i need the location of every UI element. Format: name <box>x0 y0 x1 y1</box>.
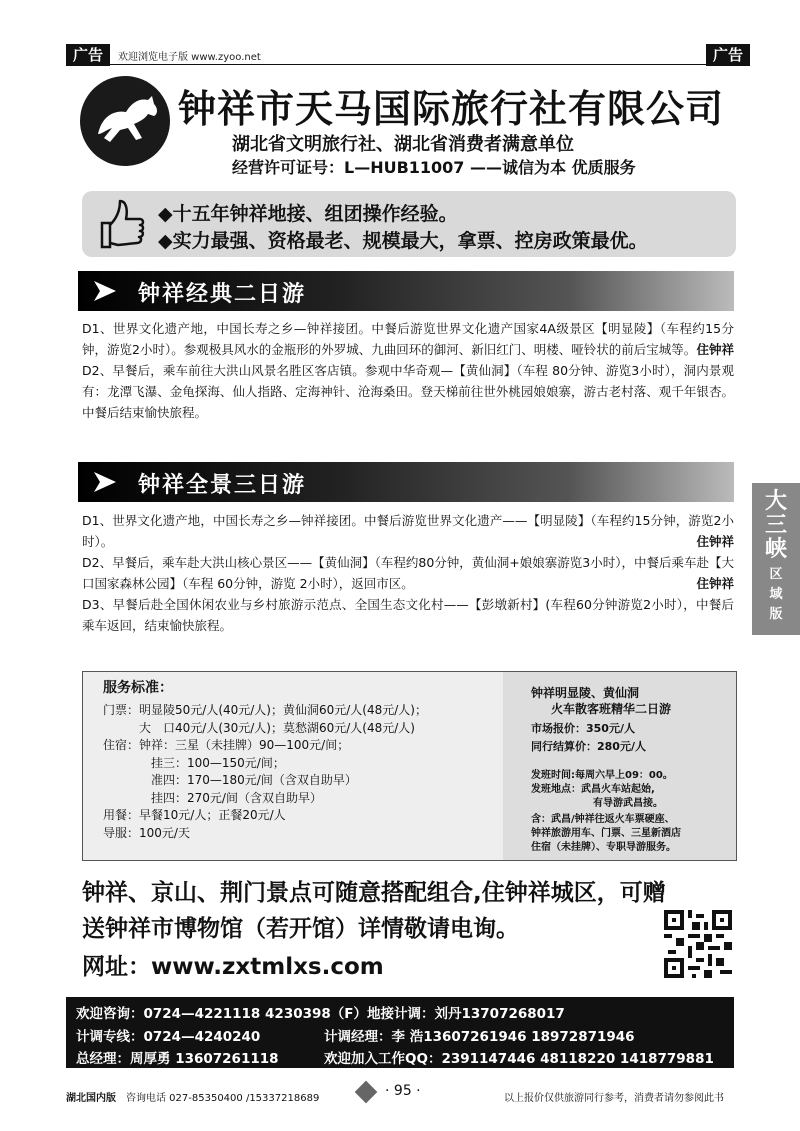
footer-phone: 咨询电话 027-85350400 /15337218689 <box>126 1093 320 1104</box>
package-title-2: 火车散客班精华二日游 <box>551 702 672 716</box>
tour2-day1-stay: 住钟祥 <box>696 534 734 549</box>
market-price: 市场报价：350元/人 <box>531 722 635 735</box>
dispatch-line: 计调专线：0724—4240240 <box>76 1029 261 1045</box>
website-link[interactable]: 网址：www.zxtmlxs.com <box>82 954 384 980</box>
arrow-right-icon <box>92 470 118 494</box>
service-standards-box <box>82 671 737 861</box>
tour1-day2: D2、早餐后，乘车前往大洪山风景名胜区客店镇。参观中华奇观—【黄仙洞】（车程 80分钟、游览3小时），洞内景观有：龙潭飞瀑、金龟探海、仙人指路、定海神针、沧海桑田。登天梯前往世外桃园娘娘寨，游古老村落、观千年银杏。中餐后结束愉快旅程。 <box>82 363 734 420</box>
service-line-5: 准四：170—180元/间（含双自助早） <box>103 773 357 787</box>
license-number: 经营许可证号：L—HUB11007 ——诚信为本 优质服务 <box>232 158 636 177</box>
features-box <box>82 191 736 257</box>
package-title-1: 钟祥明显陵、黄仙洞 <box>531 686 640 700</box>
tour2-day3: D3、早餐后赴全国休闲农业与乡村旅游示范点、全国生态文化村——【彭墩新村】(车程60分钟游览2小时），中餐后乘车返回，结束愉快旅程。 <box>82 597 734 633</box>
thumbs-up-icon <box>96 197 146 251</box>
work-qq: 欢迎加入工作QQ：2391147446 48118220 1418779881 <box>324 1051 714 1067</box>
service-line-7: 用餐：早餐10元/人；正餐20元/人 <box>103 808 286 822</box>
tour2-banner <box>78 462 734 502</box>
includes-3: 住宿（未挂牌）、专职导游服务。 <box>531 842 676 853</box>
train-package-panel <box>503 672 736 860</box>
includes-2: 钟祥旅游用车、门票、三星新酒店 <box>531 828 681 839</box>
tour2-title: 钟祥全景三日游 <box>138 473 307 498</box>
contact-line-1: 欢迎咨询：0724—4221118 4230398（F）地接计调：刘丹13707268017 <box>76 1006 565 1022</box>
tour1-title: 钟祥经典二日游 <box>138 282 307 307</box>
side-sub-3: 版 <box>769 607 783 622</box>
tour1-day1-stay: 住钟祥 <box>696 342 734 357</box>
service-left-panel <box>83 672 501 860</box>
side-sub-2: 域 <box>769 587 783 602</box>
tour2-day2-stay: 住钟祥 <box>696 576 734 591</box>
service-line-3: 住宿：钟祥：三星（未挂牌）90—100元/间； <box>103 738 350 752</box>
promo-line-1: 钟祥、京山、荆门景点可随意搭配组合,住钟祥城区，可赠 <box>82 880 666 906</box>
tour1-day1: D1、世界文化遗产地，中国长寿之乡—钟祥接团。中餐后游览世界文化遗产国家4A级景区【明显陵】（车程约15分钟，游览2小时）。参观极具风水的金瓶形的外罗城、九曲回环的御河、新旧红门、明楼、哑铃状的前后宝城等。 <box>82 321 734 357</box>
depart-guide: 有导游武昌接。 <box>593 798 663 809</box>
side-title-3: 峡 <box>764 536 787 562</box>
tour2-day1: D1、世界文化遗产地，中国长寿之乡—钟祥接团。中餐后游览世界文化遗产——【明显陵】（车程约15分钟，游览2小时）。 <box>82 513 734 549</box>
page-diamond-icon <box>355 1081 378 1104</box>
side-sub-1: 区 <box>769 567 783 582</box>
contact-bar <box>66 997 734 1068</box>
service-line-2: 大 口40元/人(30元/人)；莫愁湖60元/人(48元/人) <box>103 720 415 735</box>
depart-time: 发班时间:每周六早上09：00。 <box>531 770 673 781</box>
general-manager: 总经理：周厚勇 13607261118 <box>76 1051 279 1067</box>
ad-label-right: 广告 <box>706 44 750 66</box>
feature-item-2: ◆实力最强、资格最老、规模最大，拿票、控房政策最优。 <box>158 230 648 252</box>
qr-code-icon <box>664 910 732 978</box>
service-line-8: 导服：100元/天 <box>103 825 190 840</box>
includes-1: 含：武昌/钟祥往返火车票硬座、 <box>531 814 675 825</box>
company-subtitle: 湖北省文明旅行社、湖北省消费者满意单位 <box>232 134 574 155</box>
tour1-banner <box>78 271 734 311</box>
service-line-1: 门票：明显陵50元/人(40元/人)；黄仙洞60元/人(48元/人)； <box>103 703 427 717</box>
tour1-itinerary <box>82 318 734 423</box>
ad-label-left: 广告 <box>66 44 110 66</box>
header-rule <box>66 64 734 65</box>
arrow-right-icon <box>92 279 118 303</box>
footer-edition: 湖北国内版 <box>66 1093 116 1104</box>
horse-logo-icon <box>80 76 170 166</box>
promo-line-2: 送钟祥市博物馆（若开馆）详情敬请电询。 <box>82 916 519 942</box>
feature-item-1: ◆十五年钟祥地接、组团操作经验。 <box>158 203 458 225</box>
dispatch-manager: 计调经理：李 浩13607261946 18972871946 <box>324 1029 635 1045</box>
service-title: 服务标准： <box>103 680 173 696</box>
side-title-2: 三 <box>764 512 787 538</box>
company-name: 钟祥市天马国际旅行社有限公司 <box>178 87 725 131</box>
trade-price: 同行结算价：280元/人 <box>531 740 646 753</box>
footer-disclaimer: 以上报价仅供旅游同行参考，消费者请勿参阅此书 <box>504 1093 724 1104</box>
service-line-6: 挂四：270元/间（含双自助早） <box>103 790 322 805</box>
service-line-4: 挂三：100—150元/间； <box>103 755 285 770</box>
depart-place: 发班地点：武昌火车站起始, <box>531 784 655 795</box>
side-title-1: 大 <box>764 488 787 514</box>
tour2-day2: D2、早餐后，乘车赴大洪山核心景区——【黄仙洞】（车程约80分钟，黄仙洞+娘娘寨游览3小时），中餐后乘车赴【大口国家森林公园】（车程 60分钟，游览 2小时），返回市区。 <box>82 555 734 591</box>
page-number: · 95 · <box>385 1083 421 1099</box>
edition-side-tab <box>752 483 800 635</box>
tour2-itinerary <box>82 510 734 636</box>
site-url-text: 欢迎浏览电子版 www.zyoo.net <box>118 52 261 63</box>
